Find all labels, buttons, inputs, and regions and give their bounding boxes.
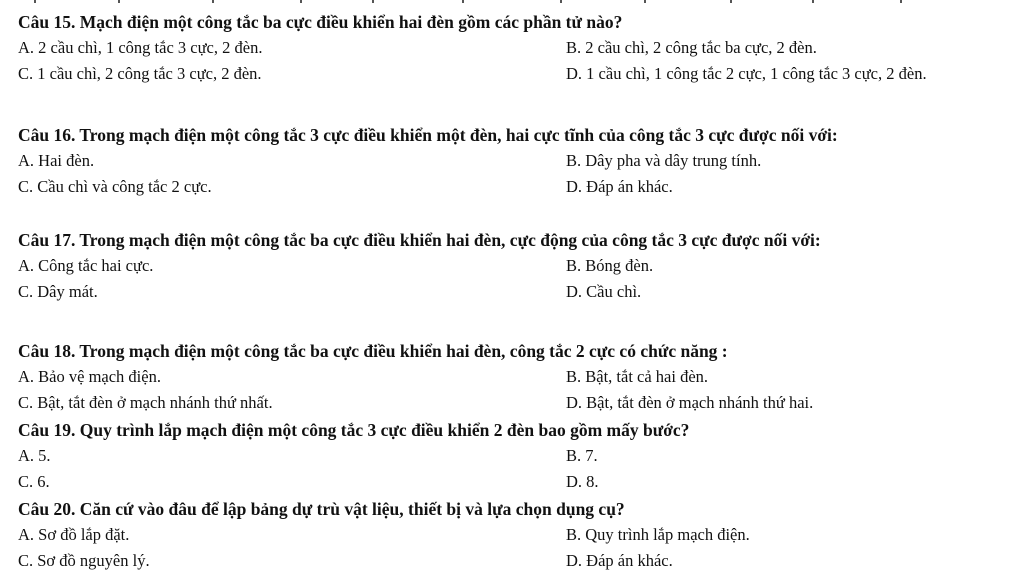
question-15-option-a: A. 2 cầu chì, 1 công tắc 3 cực, 2 đèn. — [18, 38, 263, 57]
question-16-option-b: B. Dây pha và dây trung tính. — [566, 151, 762, 170]
question-15-option-d: D. 1 cầu chì, 1 công tắc 2 cực, 1 công tắc 3 cực, 2 đèn. — [566, 64, 927, 83]
question-19-option-d: D. 8. — [566, 472, 599, 491]
cropped-previous-line — [0, 0, 1024, 6]
question-20-option-c: C. Sơ đồ nguyên lý. — [18, 551, 150, 570]
question-15 — [18, 10, 990, 109]
question-20-option-a: A. Sơ đồ lắp đặt. — [18, 525, 130, 544]
question-16-options-row-2 — [18, 174, 990, 200]
question-20-option-d: D. Đáp án khác. — [566, 551, 673, 570]
question-15-options-row-1 — [18, 35, 990, 61]
question-18-option-c: C. Bật, tắt đèn ở mạch nhánh thứ nhất. — [18, 393, 273, 412]
question-16-options-row-1 — [18, 148, 990, 174]
question-16 — [18, 123, 990, 200]
question-17-options-row-2 — [18, 279, 990, 305]
question-15-option-c: C. 1 cầu chì, 2 công tắc 3 cực, 2 đèn. — [18, 64, 262, 83]
question-18-options-row-2 — [18, 390, 990, 416]
question-17-option-c: C. Dây mát. — [18, 282, 98, 301]
question-17-option-d: D. Cầu chì. — [566, 282, 642, 301]
question-19-option-b: B. 7. — [566, 446, 598, 465]
question-16-option-a: A. Hai đèn. — [18, 151, 95, 170]
question-17-option-a: A. Công tắc hai cực. — [18, 256, 154, 275]
question-20 — [18, 497, 990, 574]
question-16-option-d: D. Đáp án khác. — [566, 177, 673, 196]
question-18-options-row-1 — [18, 364, 990, 390]
question-20-options-row-1 — [18, 522, 990, 548]
question-20-title: Câu 20. Căn cứ vào đâu để lập bảng dự trù vật liệu, thiết bị và lựa chọn dụng cụ? — [18, 499, 625, 519]
question-20-option-b: B. Quy trình lắp mạch điện. — [566, 525, 750, 544]
question-19 — [18, 418, 990, 495]
question-15-title: Câu 15. Mạch điện một công tắc ba cực điều khiển hai đèn gồm các phần tử nào? — [18, 12, 623, 32]
question-19-options-row-2 — [18, 469, 990, 495]
question-16-title: Câu 16. Trong mạch điện một công tắc 3 cực điều khiển một đèn, hai cực tĩnh của công tắc 3 cực được nối với: — [18, 125, 838, 145]
question-15-option-b: B. 2 cầu chì, 2 công tắc ba cực, 2 đèn. — [566, 38, 817, 57]
question-19-option-c: C. 6. — [18, 472, 50, 491]
question-17-options-row-1 — [18, 253, 990, 279]
question-17 — [18, 228, 990, 305]
question-17-title: Câu 17. Trong mạch điện một công tắc ba cực điều khiển hai đèn, cực động của công tắc 3 cực được nối với: — [18, 230, 821, 250]
question-17-option-b: B. Bóng đèn. — [566, 256, 654, 275]
question-18-title: Câu 18. Trong mạch điện một công tắc ba cực điều khiển hai đèn, công tắc 2 cực có chức năng : — [18, 341, 728, 361]
question-18-option-b: B. Bật, tắt cả hai đèn. — [566, 367, 709, 386]
question-19-options-row-1 — [18, 443, 990, 469]
question-18-option-a: A. Bảo vệ mạch điện. — [18, 367, 161, 386]
question-18-option-d: D. Bật, tắt đèn ở mạch nhánh thứ hai. — [566, 393, 814, 412]
question-15-options-row-2 — [18, 61, 990, 109]
question-18 — [18, 339, 990, 416]
question-20-options-row-2 — [18, 548, 990, 574]
question-16-option-c: C. Cầu chì và công tắc 2 cực. — [18, 177, 212, 196]
question-19-option-a: A. 5. — [18, 446, 51, 465]
question-19-title: Câu 19. Quy trình lắp mạch điện một công tắc 3 cực điều khiển 2 đèn bao gồm mấy bước? — [18, 420, 690, 440]
